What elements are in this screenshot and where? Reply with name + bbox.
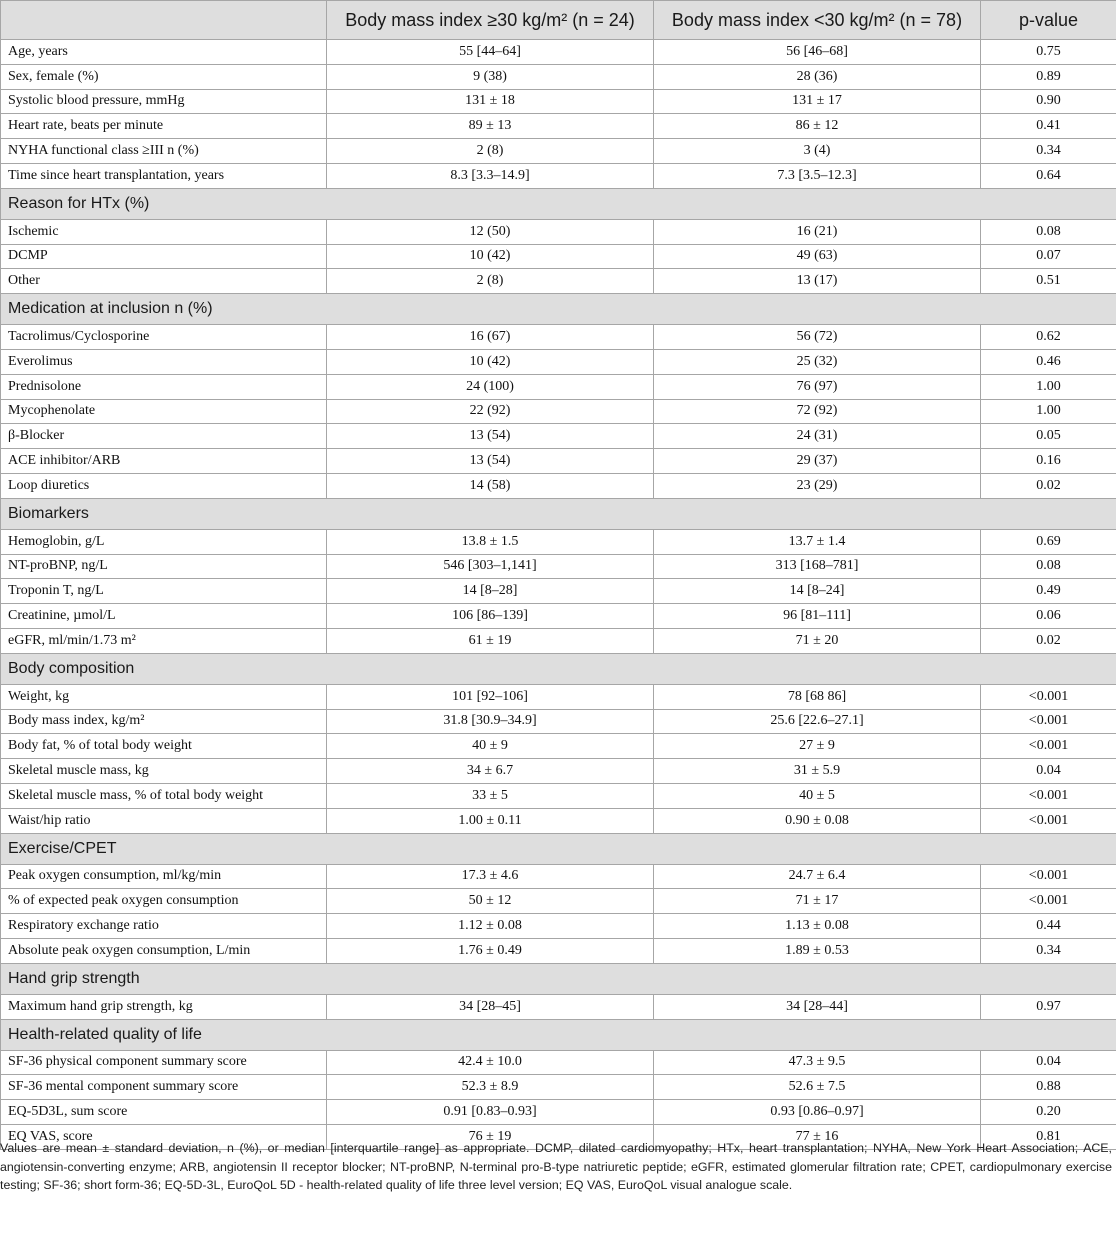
table-row xyxy=(1,759,1116,784)
row-label: Body fat, % of total body weight xyxy=(1,734,327,759)
cell-p-value: 0.06 xyxy=(981,604,1116,629)
cell-bmi-high: 61 ± 19 xyxy=(327,628,654,653)
cell-bmi-high: 89 ± 13 xyxy=(327,114,654,139)
cell-bmi-high: 1.12 ± 0.08 xyxy=(327,914,654,939)
cell-p-value: 0.51 xyxy=(981,269,1116,294)
cell-p-value: <0.001 xyxy=(981,783,1116,808)
cell-bmi-low: 1.89 ± 0.53 xyxy=(654,938,981,963)
cell-bmi-high: 12 (50) xyxy=(327,219,654,244)
cell-bmi-high: 13 (54) xyxy=(327,449,654,474)
row-label: β-Blocker xyxy=(1,424,327,449)
cell-p-value: 0.41 xyxy=(981,114,1116,139)
row-label: Weight, kg xyxy=(1,684,327,709)
cell-bmi-low: 96 [81–111] xyxy=(654,604,981,629)
table-row xyxy=(1,783,1116,808)
row-label: NT-proBNP, ng/L xyxy=(1,554,327,579)
section-heading: Exercise/CPET xyxy=(1,833,1116,864)
cell-p-value: 0.08 xyxy=(981,219,1116,244)
cell-bmi-high: 1.76 ± 0.49 xyxy=(327,938,654,963)
table-row xyxy=(1,244,1116,269)
table-row xyxy=(1,529,1116,554)
table-header-row xyxy=(1,1,1116,40)
cell-p-value: 0.97 xyxy=(981,994,1116,1019)
cell-bmi-low: 25 (32) xyxy=(654,349,981,374)
cell-p-value: 0.02 xyxy=(981,473,1116,498)
cell-p-value: 0.02 xyxy=(981,628,1116,653)
table-row xyxy=(1,139,1116,164)
header-bmi-low: Body mass index <30 kg/m² (n = 78) xyxy=(654,1,981,40)
cell-p-value: 0.90 xyxy=(981,89,1116,114)
cell-bmi-low: 16 (21) xyxy=(654,219,981,244)
section-row xyxy=(1,294,1116,325)
cell-p-value: 0.64 xyxy=(981,163,1116,188)
table-row xyxy=(1,163,1116,188)
cell-p-value: 0.88 xyxy=(981,1075,1116,1100)
cell-p-value: 0.20 xyxy=(981,1100,1116,1125)
cell-bmi-low: 72 (92) xyxy=(654,399,981,424)
row-label: Waist/hip ratio xyxy=(1,808,327,833)
cell-bmi-low: 76 (97) xyxy=(654,374,981,399)
cell-p-value: 0.34 xyxy=(981,938,1116,963)
row-label: Sex, female (%) xyxy=(1,64,327,89)
row-label: Ischemic xyxy=(1,219,327,244)
cell-bmi-low: 0.90 ± 0.08 xyxy=(654,808,981,833)
cell-bmi-low: 77 ± 16 xyxy=(654,1124,981,1149)
cell-bmi-high: 1.00 ± 0.11 xyxy=(327,808,654,833)
cell-bmi-low: 3 (4) xyxy=(654,139,981,164)
cell-bmi-high: 10 (42) xyxy=(327,244,654,269)
cell-bmi-low: 86 ± 12 xyxy=(654,114,981,139)
table-row xyxy=(1,89,1116,114)
table-row xyxy=(1,938,1116,963)
row-label: eGFR, ml/min/1.73 m² xyxy=(1,628,327,653)
row-label: NYHA functional class ≥III n (%) xyxy=(1,139,327,164)
table-row xyxy=(1,554,1116,579)
table-row xyxy=(1,374,1116,399)
cell-bmi-high: 106 [86–139] xyxy=(327,604,654,629)
cell-p-value: 0.07 xyxy=(981,244,1116,269)
cell-bmi-low: 23 (29) xyxy=(654,473,981,498)
cell-p-value: 0.89 xyxy=(981,64,1116,89)
row-label: Mycophenolate xyxy=(1,399,327,424)
cell-p-value: 1.00 xyxy=(981,374,1116,399)
table-row xyxy=(1,40,1116,65)
cell-bmi-high: 101 [92–106] xyxy=(327,684,654,709)
cell-bmi-low: 313 [168–781] xyxy=(654,554,981,579)
cell-p-value: 0.05 xyxy=(981,424,1116,449)
cell-bmi-low: 49 (63) xyxy=(654,244,981,269)
table-row xyxy=(1,684,1116,709)
cell-p-value: <0.001 xyxy=(981,864,1116,889)
cell-bmi-low: 1.13 ± 0.08 xyxy=(654,914,981,939)
row-label: % of expected peak oxygen consumption xyxy=(1,889,327,914)
cell-bmi-low: 24 (31) xyxy=(654,424,981,449)
cell-bmi-low: 29 (37) xyxy=(654,449,981,474)
table-row xyxy=(1,349,1116,374)
cell-bmi-high: 8.3 [3.3–14.9] xyxy=(327,163,654,188)
row-label: Maximum hand grip strength, kg xyxy=(1,994,327,1019)
cell-bmi-low: 24.7 ± 6.4 xyxy=(654,864,981,889)
cell-bmi-low: 13.7 ± 1.4 xyxy=(654,529,981,554)
row-label: SF-36 physical component summary score xyxy=(1,1050,327,1075)
table-row xyxy=(1,1100,1116,1125)
row-label: Age, years xyxy=(1,40,327,65)
section-row xyxy=(1,498,1116,529)
row-label: ACE inhibitor/ARB xyxy=(1,449,327,474)
cell-bmi-high: 9 (38) xyxy=(327,64,654,89)
cell-bmi-high: 14 [8–28] xyxy=(327,579,654,604)
cell-p-value: 0.49 xyxy=(981,579,1116,604)
table-row xyxy=(1,473,1116,498)
cell-bmi-low: 52.6 ± 7.5 xyxy=(654,1075,981,1100)
cell-p-value: 1.00 xyxy=(981,399,1116,424)
cell-p-value: 0.62 xyxy=(981,325,1116,350)
cell-bmi-high: 14 (58) xyxy=(327,473,654,498)
row-label: Troponin T, ng/L xyxy=(1,579,327,604)
table-row xyxy=(1,709,1116,734)
table-row xyxy=(1,269,1116,294)
cell-p-value: <0.001 xyxy=(981,889,1116,914)
table-row xyxy=(1,628,1116,653)
cell-bmi-low: 28 (36) xyxy=(654,64,981,89)
section-row xyxy=(1,188,1116,219)
header-blank xyxy=(1,1,327,40)
row-label: Skeletal muscle mass, kg xyxy=(1,759,327,784)
cell-bmi-high: 31.8 [30.9–34.9] xyxy=(327,709,654,734)
table-row xyxy=(1,424,1116,449)
table-row xyxy=(1,808,1116,833)
section-heading: Reason for HTx (%) xyxy=(1,188,1116,219)
row-label: Absolute peak oxygen consumption, L/min xyxy=(1,938,327,963)
cell-bmi-low: 13 (17) xyxy=(654,269,981,294)
row-label: Tacrolimus/Cyclosporine xyxy=(1,325,327,350)
cell-p-value: 0.81 xyxy=(981,1124,1116,1149)
header-bmi-high: Body mass index ≥30 kg/m² (n = 24) xyxy=(327,1,654,40)
cell-bmi-low: 14 [8–24] xyxy=(654,579,981,604)
row-label: Time since heart transplantation, years xyxy=(1,163,327,188)
row-label: Hemoglobin, g/L xyxy=(1,529,327,554)
table-row xyxy=(1,64,1116,89)
row-label: Skeletal muscle mass, % of total body weight xyxy=(1,783,327,808)
section-row xyxy=(1,833,1116,864)
cell-bmi-low: 47.3 ± 9.5 xyxy=(654,1050,981,1075)
row-label: Other xyxy=(1,269,327,294)
cell-bmi-high: 34 ± 6.7 xyxy=(327,759,654,784)
cell-bmi-low: 56 (72) xyxy=(654,325,981,350)
cell-p-value: 0.34 xyxy=(981,139,1116,164)
cell-bmi-high: 22 (92) xyxy=(327,399,654,424)
table-row xyxy=(1,1050,1116,1075)
section-row xyxy=(1,653,1116,684)
row-label: SF-36 mental component summary score xyxy=(1,1075,327,1100)
table-row xyxy=(1,219,1116,244)
table-row xyxy=(1,889,1116,914)
table-row xyxy=(1,114,1116,139)
table-row xyxy=(1,994,1116,1019)
cell-bmi-high: 2 (8) xyxy=(327,269,654,294)
table-row xyxy=(1,1075,1116,1100)
cell-bmi-high: 17.3 ± 4.6 xyxy=(327,864,654,889)
row-label: Loop diuretics xyxy=(1,473,327,498)
table-row xyxy=(1,914,1116,939)
cell-bmi-high: 546 [303–1,141] xyxy=(327,554,654,579)
table-row xyxy=(1,604,1116,629)
cell-p-value: 0.69 xyxy=(981,529,1116,554)
row-label: Prednisolone xyxy=(1,374,327,399)
cell-bmi-high: 52.3 ± 8.9 xyxy=(327,1075,654,1100)
cell-bmi-low: 31 ± 5.9 xyxy=(654,759,981,784)
row-label: Systolic blood pressure, mmHg xyxy=(1,89,327,114)
section-row xyxy=(1,1019,1116,1050)
cell-bmi-low: 40 ± 5 xyxy=(654,783,981,808)
row-label: Creatinine, µmol/L xyxy=(1,604,327,629)
cell-bmi-low: 71 ± 17 xyxy=(654,889,981,914)
row-label: Respiratory exchange ratio xyxy=(1,914,327,939)
cell-bmi-high: 34 [28–45] xyxy=(327,994,654,1019)
cell-p-value: 0.04 xyxy=(981,759,1116,784)
header-p-value: p-value xyxy=(981,1,1116,40)
cell-bmi-high: 13.8 ± 1.5 xyxy=(327,529,654,554)
cell-bmi-high: 24 (100) xyxy=(327,374,654,399)
cell-p-value: <0.001 xyxy=(981,808,1116,833)
table-row xyxy=(1,325,1116,350)
cell-p-value: 0.04 xyxy=(981,1050,1116,1075)
cell-bmi-low: 56 [46–68] xyxy=(654,40,981,65)
section-heading: Biomarkers xyxy=(1,498,1116,529)
row-label: Everolimus xyxy=(1,349,327,374)
cell-bmi-low: 131 ± 17 xyxy=(654,89,981,114)
cell-bmi-low: 71 ± 20 xyxy=(654,628,981,653)
cell-p-value: 0.44 xyxy=(981,914,1116,939)
section-heading: Medication at inclusion n (%) xyxy=(1,294,1116,325)
cell-p-value: <0.001 xyxy=(981,709,1116,734)
cell-bmi-high: 33 ± 5 xyxy=(327,783,654,808)
cell-p-value: 0.16 xyxy=(981,449,1116,474)
cell-p-value: <0.001 xyxy=(981,734,1116,759)
cell-bmi-high: 55 [44–64] xyxy=(327,40,654,65)
cell-bmi-high: 2 (8) xyxy=(327,139,654,164)
cell-bmi-high: 40 ± 9 xyxy=(327,734,654,759)
row-label: Heart rate, beats per minute xyxy=(1,114,327,139)
cell-bmi-high: 16 (67) xyxy=(327,325,654,350)
section-row xyxy=(1,963,1116,994)
cell-bmi-low: 27 ± 9 xyxy=(654,734,981,759)
cell-bmi-low: 0.93 [0.86–0.97] xyxy=(654,1100,981,1125)
cell-bmi-low: 34 [28–44] xyxy=(654,994,981,1019)
cell-bmi-low: 25.6 [22.6–27.1] xyxy=(654,709,981,734)
table-row xyxy=(1,399,1116,424)
cell-bmi-low: 7.3 [3.5–12.3] xyxy=(654,163,981,188)
table-row xyxy=(1,864,1116,889)
table-row xyxy=(1,579,1116,604)
row-label: Peak oxygen consumption, ml/kg/min xyxy=(1,864,327,889)
cell-bmi-high: 13 (54) xyxy=(327,424,654,449)
cell-bmi-high: 50 ± 12 xyxy=(327,889,654,914)
cell-bmi-high: 10 (42) xyxy=(327,349,654,374)
cell-p-value: 0.08 xyxy=(981,554,1116,579)
section-heading: Health-related quality of life xyxy=(1,1019,1116,1050)
cell-bmi-high: 131 ± 18 xyxy=(327,89,654,114)
cell-bmi-high: 0.91 [0.83–0.93] xyxy=(327,1100,654,1125)
row-label: EQ-5D3L, sum score xyxy=(1,1100,327,1125)
cell-bmi-high: 76 ± 19 xyxy=(327,1124,654,1149)
table-row xyxy=(1,734,1116,759)
table-footnote: Values are mean ± standard deviation, n (%), or median [interquartile range] as appropriate. DCMP, dilated cardiomyopathy; HTx, heart transplantation; NYHA, New York Heart Association; ACE, angiotensin-converting enzyme; ARB, angiotensin II receptor blocker; NT-proBNP, N-terminal pro-B-type natriuretic peptide; eGFR, estimated glomerular filtration rate; CPET, cardiopulmonary exercise testing; SF-36; short form-36; EQ-5D-3L, EuroQoL 5D - health-related quality of life three level version; EQ VAS, EuroQoL visual analogue scale. xyxy=(0,1141,1112,1192)
cell-p-value: 0.46 xyxy=(981,349,1116,374)
row-label: Body mass index, kg/m² xyxy=(1,709,327,734)
cell-p-value: 0.75 xyxy=(981,40,1116,65)
row-label: DCMP xyxy=(1,244,327,269)
table-row xyxy=(1,449,1116,474)
cell-bmi-high: 42.4 ± 10.0 xyxy=(327,1050,654,1075)
cell-bmi-low: 78 [68 86] xyxy=(654,684,981,709)
section-heading: Hand grip strength xyxy=(1,963,1116,994)
row-label: EQ VAS, score xyxy=(1,1124,327,1149)
cell-p-value: <0.001 xyxy=(981,684,1116,709)
section-heading: Body composition xyxy=(1,653,1116,684)
